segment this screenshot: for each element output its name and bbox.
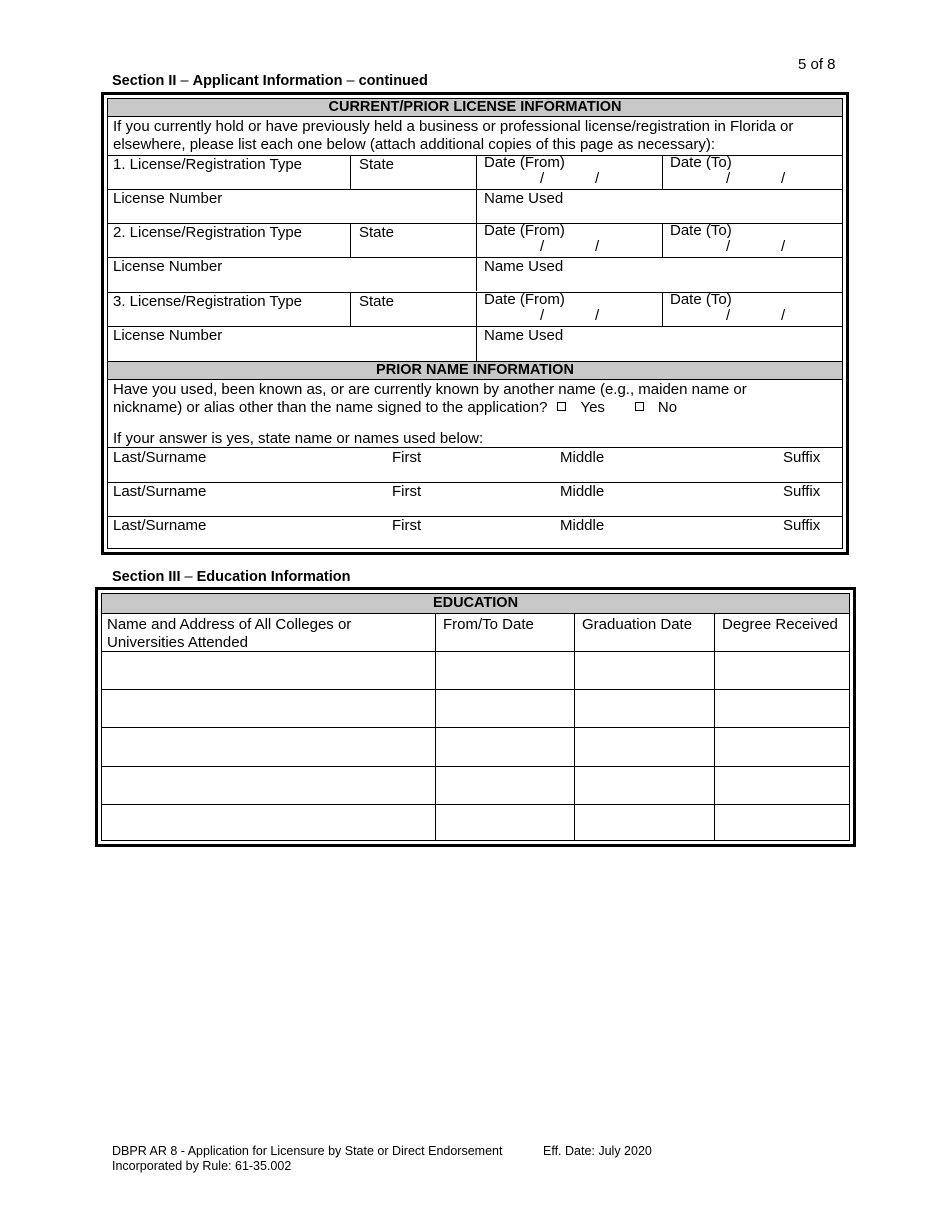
- prior-question-text: nickname) or alias other than the name signed to the application?: [113, 399, 548, 416]
- middle-name-3[interactable]: Middle: [560, 517, 605, 534]
- date-to-2-slash-a: /: [726, 238, 731, 255]
- date-from-3-slash-a: /: [540, 307, 545, 324]
- education-col1-line2: Universities Attended: [107, 634, 248, 651]
- middle-name-1[interactable]: Middle: [560, 449, 605, 466]
- license-number-2[interactable]: License Number: [113, 258, 223, 275]
- date-from-1-slash-b: /: [595, 170, 600, 187]
- date-to-3-slash-a: /: [726, 307, 731, 324]
- date-from-2-slash-a: /: [540, 238, 545, 255]
- section-2-name: Applicant Information: [192, 73, 343, 89]
- middle-name-2[interactable]: Middle: [560, 483, 605, 500]
- state-3[interactable]: State: [359, 293, 395, 310]
- section-3-title: [112, 569, 350, 585]
- no-label: No: [657, 399, 678, 416]
- suffix-2[interactable]: Suffix: [783, 483, 821, 500]
- name-used-3[interactable]: Name Used: [484, 327, 564, 344]
- prior-name-header: PRIOR NAME INFORMATION: [108, 362, 842, 380]
- section-2-box: [101, 92, 849, 555]
- footer-eff-date: Eff. Date: July 2020: [543, 1144, 652, 1158]
- date-to-2[interactable]: Date (To): [670, 222, 732, 239]
- date-to-2-slash-b: /: [781, 238, 786, 255]
- section-2-dash: –: [176, 73, 193, 89]
- first-name-2[interactable]: First: [392, 483, 422, 500]
- footer-form-name: DBPR AR 8 - Application for Licensure by State or Direct Endorsement: [112, 1144, 503, 1158]
- section-2-dash2: –: [342, 73, 359, 89]
- section-3-name: Education Information: [196, 569, 351, 585]
- license-intro-line2: elsewhere, please list each one below (attach additional copies of this page as necessary):: [113, 136, 716, 153]
- license-type-1[interactable]: 1. License/Registration Type: [113, 156, 303, 173]
- education-col2: From/To Date: [443, 616, 534, 633]
- education-row-3-school[interactable]: [102, 728, 435, 766]
- if-yes-text: If your answer is yes, state name or names used below:: [113, 430, 484, 447]
- section-2-continued: continued: [358, 73, 428, 89]
- last-name-2[interactable]: Last/Surname: [113, 483, 207, 500]
- footer-rule: Incorporated by Rule: 61-35.002: [112, 1159, 292, 1173]
- education-row-1-school[interactable]: [102, 652, 435, 689]
- education-col4: Degree Received: [722, 616, 838, 633]
- page-number: 5 of 8: [798, 56, 836, 73]
- date-to-1-slash-b: /: [781, 170, 786, 187]
- date-to-1-slash-a: /: [726, 170, 731, 187]
- yes-checkbox[interactable]: [557, 402, 566, 411]
- license-type-3[interactable]: 3. License/Registration Type: [113, 293, 303, 310]
- date-to-3[interactable]: Date (To): [670, 291, 732, 308]
- date-from-3[interactable]: Date (From): [484, 291, 565, 308]
- name-used-1[interactable]: Name Used: [484, 190, 564, 207]
- yes-label: Yes: [580, 399, 605, 416]
- date-from-3-slash-b: /: [595, 307, 600, 324]
- education-col3: Graduation Date: [582, 616, 693, 633]
- license-number-3[interactable]: License Number: [113, 327, 223, 344]
- footer: [112, 1144, 502, 1174]
- prior-question-line2: [113, 399, 677, 417]
- last-name-1[interactable]: Last/Surname: [113, 449, 207, 466]
- last-name-3[interactable]: Last/Surname: [113, 517, 207, 534]
- no-checkbox[interactable]: [635, 402, 644, 411]
- education-col1-line1: Name and Address of All Colleges or: [107, 616, 352, 633]
- first-name-1[interactable]: First: [392, 449, 422, 466]
- date-to-3-slash-b: /: [781, 307, 786, 324]
- date-to-1[interactable]: Date (To): [670, 154, 732, 171]
- license-type-2[interactable]: 2. License/Registration Type: [113, 224, 303, 241]
- date-from-1-slash-a: /: [540, 170, 545, 187]
- date-from-1[interactable]: Date (From): [484, 154, 565, 171]
- section-3-dash: –: [180, 569, 197, 585]
- date-from-2-slash-b: /: [595, 238, 600, 255]
- name-used-2[interactable]: Name Used: [484, 258, 564, 275]
- license-number-1[interactable]: License Number: [113, 190, 223, 207]
- date-from-2[interactable]: Date (From): [484, 222, 565, 239]
- first-name-3[interactable]: First: [392, 517, 422, 534]
- section-3-label: Section III: [112, 569, 181, 585]
- suffix-1[interactable]: Suffix: [783, 449, 821, 466]
- license-intro-line1: If you currently hold or have previously held a business or professional license/registration in Florida or: [113, 118, 794, 135]
- license-header: CURRENT/PRIOR LICENSE INFORMATION: [108, 99, 842, 117]
- state-2[interactable]: State: [359, 224, 395, 241]
- section-3-box: [95, 587, 856, 847]
- education-header: EDUCATION: [102, 594, 849, 614]
- education-row-5-school[interactable]: [102, 805, 435, 841]
- suffix-3[interactable]: Suffix: [783, 517, 821, 534]
- section-2-title: [112, 73, 428, 89]
- education-row-2-school[interactable]: [102, 690, 435, 727]
- section-2-label: Section II: [112, 73, 177, 89]
- state-1[interactable]: State: [359, 156, 395, 173]
- prior-question-line1: Have you used, been known as, or are currently known by another name (e.g., maiden name or: [113, 381, 747, 398]
- education-row-4-school[interactable]: [102, 767, 435, 804]
